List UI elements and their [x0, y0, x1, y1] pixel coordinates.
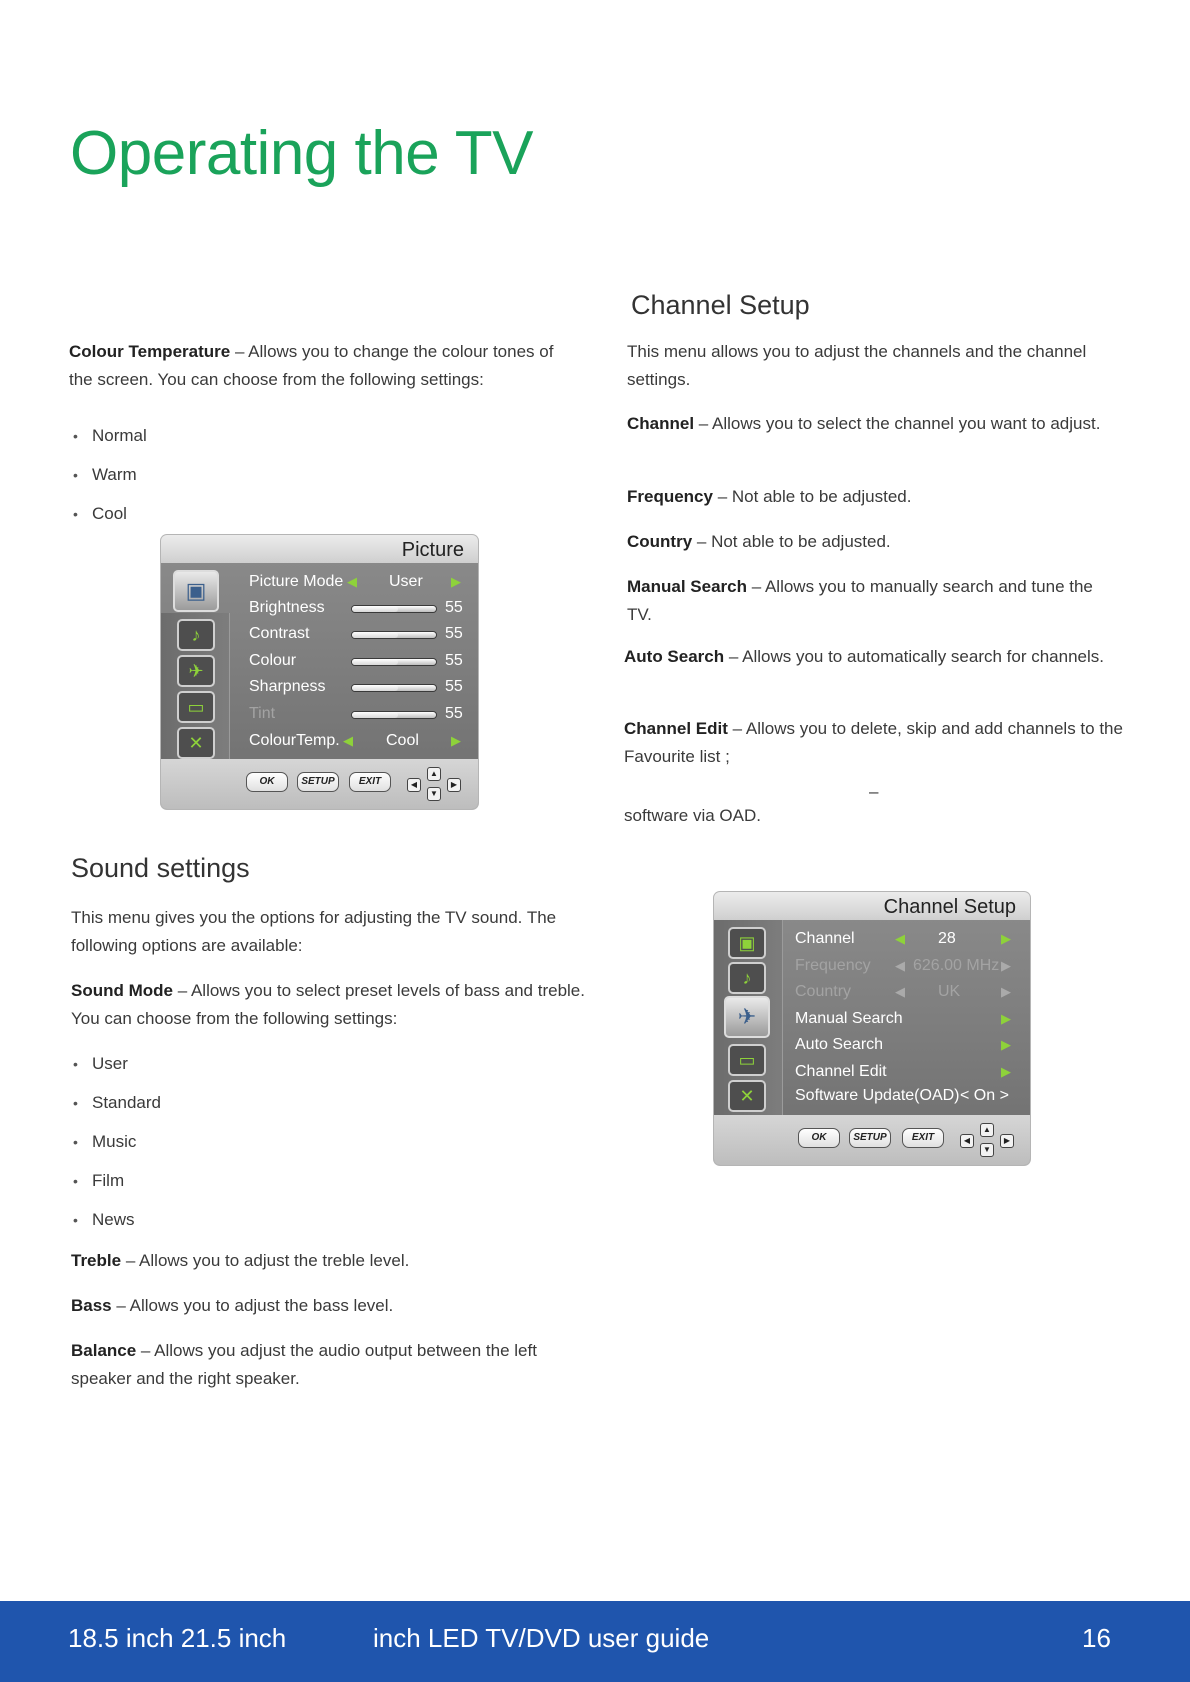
channel-edit-row-label[interactable]: Channel Edit — [795, 1063, 887, 1080]
colour-temp-value: Cool — [386, 732, 419, 749]
frequency-row-label: Frequency — [795, 957, 871, 974]
setup-key[interactable]: SETUP — [297, 772, 339, 792]
nav-down-icon[interactable]: ▼ — [980, 1143, 994, 1157]
picture-menu — [161, 535, 478, 809]
software-text: software via OAD. — [624, 806, 761, 825]
colour-label[interactable]: Colour — [249, 652, 297, 669]
contrast-value: 55 — [445, 625, 463, 642]
tint-value: 55 — [445, 705, 463, 722]
country-row-value: UK — [938, 983, 961, 1000]
channel-item-text: – Not able to be adjusted. — [712, 487, 912, 506]
page-title: Operating the TV — [70, 119, 534, 188]
channel-item-text: – Allows you to manually search and tune the TV. — [627, 577, 1093, 624]
exit-key[interactable]: EXIT — [349, 772, 391, 792]
nav-up-icon[interactable]: ▲ — [980, 1123, 994, 1137]
picture-menu-header: Picture — [161, 535, 478, 563]
sharpness-slider[interactable] — [352, 685, 436, 691]
dash-text: – — [869, 782, 879, 801]
right-arrow-icon: ▶ — [1001, 984, 1011, 999]
channel-menu-header: Channel Setup — [714, 892, 1030, 920]
list-item: • Film — [70, 1167, 161, 1206]
list-item: • User — [70, 1050, 161, 1089]
sound-intro: This menu gives you the options for adjusting the TV sound. The following options are available: — [71, 908, 557, 955]
channel-item-label: Manual Search — [627, 577, 747, 596]
nav-left-icon[interactable]: ◀ — [960, 1134, 974, 1148]
footer-guide-text: inch LED TV/DVD user guide — [373, 1623, 710, 1653]
right-arrow-icon[interactable]: ▶ — [1001, 1011, 1011, 1026]
tint-slider — [352, 712, 436, 718]
right-arrow-icon[interactable]: ▶ — [1001, 1037, 1011, 1052]
footer-bar — [0, 1601, 1190, 1682]
manual-search-row-label[interactable]: Manual Search — [795, 1010, 903, 1027]
sound-icon[interactable]: ♪ — [728, 962, 766, 994]
channel-item-label: Auto Search — [624, 647, 725, 666]
channel-item-label: Frequency — [627, 487, 713, 506]
nav-left-icon[interactable]: ◀ — [407, 778, 421, 792]
balance-label: Balance — [71, 1341, 137, 1360]
channel-item — [627, 483, 1117, 511]
bass-text: – Allows you to adjust the bass level. — [111, 1296, 394, 1315]
list-item: • News — [70, 1206, 161, 1245]
colour-value: 55 — [445, 652, 463, 669]
bass-paragraph — [71, 1292, 393, 1320]
frequency-row-value: 626.00 MHz — [913, 957, 1000, 974]
channel-intro: This menu allows you to adjust the channels and the channel settings. — [627, 342, 1087, 389]
satellite-icon[interactable]: ✈ — [724, 996, 770, 1038]
brightness-label[interactable]: Brightness — [249, 599, 325, 616]
list-item: • Normal — [70, 422, 147, 461]
nav-down-icon[interactable]: ▼ — [427, 787, 441, 801]
software-update-row-label[interactable]: Software Update(OAD) — [795, 1087, 960, 1104]
list-item: • Standard — [70, 1089, 161, 1128]
right-arrow-icon[interactable]: ▶ — [451, 733, 461, 748]
left-arrow-icon: ◀ — [895, 984, 905, 999]
channel-item-label: Country — [627, 532, 693, 551]
sound-heading: Sound settings — [71, 853, 250, 883]
channel-item-text: – Not able to be adjusted. — [692, 532, 891, 551]
contrast-label[interactable]: Contrast — [249, 625, 310, 642]
colour-temperature-label: Colour Temperature — [69, 342, 231, 361]
software-update-row-value: < On > — [960, 1087, 1009, 1104]
sound-mode-paragraph — [71, 977, 591, 1033]
channel-menu — [714, 892, 1030, 1165]
footer-left-text: 18.5 inch 21.5 inch — [68, 1623, 287, 1653]
brightness-value: 55 — [445, 599, 463, 616]
sharpness-value: 55 — [445, 678, 463, 695]
channel-item-text: – Allows you to select the channel you want to adjust. — [694, 414, 1101, 433]
right-arrow-icon[interactable]: ▶ — [451, 574, 461, 589]
channel-menu-footer — [714, 1115, 1030, 1165]
treble-label: Treble — [71, 1251, 122, 1270]
sharpness-label[interactable]: Sharpness — [249, 678, 326, 695]
channel-row-value: 28 — [938, 930, 956, 947]
nav-right-icon[interactable]: ▶ — [1000, 1134, 1014, 1148]
tools-icon[interactable]: ✕ — [728, 1080, 766, 1112]
colour-temperature-options — [70, 422, 147, 539]
channel-item — [627, 410, 1117, 438]
picture-mode-value: User — [389, 573, 423, 590]
colour-temperature-paragraph — [69, 338, 569, 394]
satellite-icon[interactable]: ✈ — [177, 655, 215, 687]
page-number: 16 — [1082, 1623, 1111, 1653]
left-arrow-icon[interactable]: ◀ — [343, 733, 353, 748]
channel-item — [624, 643, 1114, 671]
channel-item-text: – Allows you to delete, skip and add channels to the Favourite list ; — [624, 719, 1123, 766]
bass-label: Bass — [71, 1296, 112, 1315]
channel-item — [627, 573, 1117, 629]
left-arrow-icon[interactable]: ◀ — [347, 574, 357, 589]
channel-item-label: Channel Edit — [624, 719, 728, 738]
channel-row-label[interactable]: Channel — [795, 930, 855, 947]
left-arrow-icon[interactable]: ◀ — [895, 931, 905, 946]
list-item: • Warm — [70, 461, 147, 500]
tint-label: Tint — [249, 705, 276, 722]
sound-mode-text: – Allows you to select preset levels of bass and treble. You can choose from the following settings: — [71, 981, 585, 1028]
treble-text: – Allows you to adjust the treble level. — [121, 1251, 410, 1270]
right-arrow-icon: ▶ — [1001, 958, 1011, 973]
colour-slider[interactable] — [352, 659, 436, 665]
channel-item — [624, 715, 1124, 771]
picture-icon[interactable]: ▣ — [173, 570, 219, 612]
colour-temperature-text: – Allows you to change the colour tones of the screen. You can choose from the following settings: — [69, 342, 554, 389]
country-row-label: Country — [795, 983, 852, 1000]
channel-item-text: – Allows you to automatically search for channels. — [724, 647, 1105, 666]
monitor-icon[interactable]: ▭ — [177, 691, 215, 723]
left-arrow-icon: ◀ — [895, 958, 905, 973]
sound-mode-label: Sound Mode — [71, 981, 173, 1000]
channel-item-label: Channel — [627, 414, 695, 433]
exit-key[interactable]: EXIT — [902, 1128, 944, 1148]
balance-text: – Allows you adjust the audio output between the left speaker and the right speaker. — [71, 1341, 537, 1388]
colour-temp-label[interactable]: ColourTemp. — [249, 732, 340, 749]
setup-key[interactable]: SETUP — [849, 1128, 891, 1148]
list-item: • Music — [70, 1128, 161, 1167]
picture-icon[interactable]: ▣ — [728, 927, 766, 959]
picture-menu-footer — [161, 759, 478, 809]
sound-icon[interactable]: ♪ — [177, 619, 215, 651]
balance-paragraph — [71, 1337, 561, 1393]
right-arrow-icon[interactable]: ▶ — [1001, 931, 1011, 946]
sound-mode-options — [70, 1050, 161, 1245]
auto-search-row-label[interactable]: Auto Search — [795, 1036, 884, 1053]
nav-right-icon[interactable]: ▶ — [447, 778, 461, 792]
picture-mode-label[interactable]: Picture Mode — [249, 573, 344, 590]
treble-paragraph — [71, 1247, 409, 1275]
contrast-slider[interactable] — [352, 632, 436, 638]
ok-key[interactable]: OK — [246, 772, 288, 792]
ok-key[interactable]: OK — [798, 1128, 840, 1148]
channel-heading: Channel Setup — [631, 290, 810, 320]
brightness-slider[interactable] — [352, 606, 436, 612]
right-arrow-icon[interactable]: ▶ — [1001, 1064, 1011, 1079]
tools-icon[interactable]: ✕ — [177, 727, 215, 759]
channel-item — [627, 528, 1117, 556]
nav-up-icon[interactable]: ▲ — [427, 767, 441, 781]
list-item: • Cool — [70, 500, 147, 539]
monitor-icon[interactable]: ▭ — [728, 1044, 766, 1076]
